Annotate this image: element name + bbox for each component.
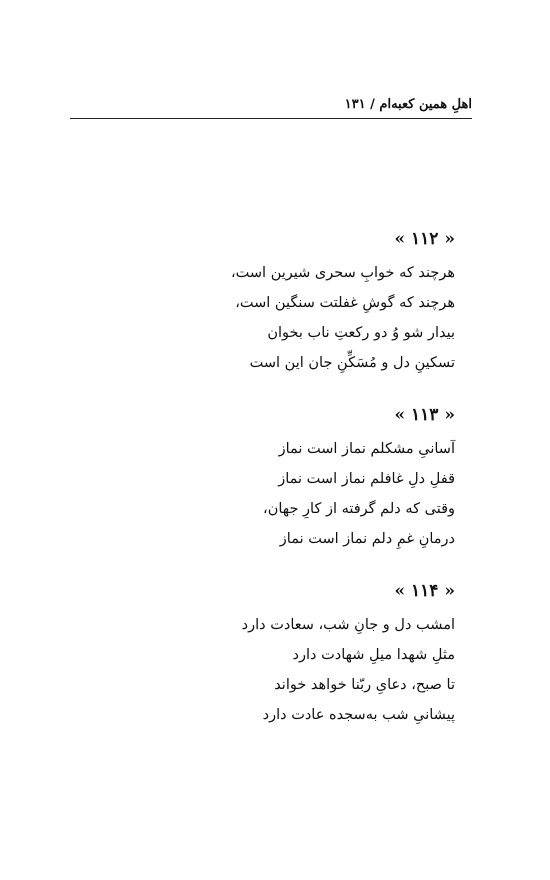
poem-line: آسانیِ مشکلم نماز است نماز — [278, 441, 455, 457]
poem-114 — [125, 578, 455, 730]
poem-112 — [125, 226, 455, 378]
poem-number: « ۱۱۳ » — [394, 405, 455, 425]
poem-line: هرچند که خوابِ سحری شیرین است، — [230, 265, 455, 281]
poem-line: بیدار شو وُ دو رکعتِ ناب بخوان — [267, 325, 455, 341]
running-header: اهلِ همین کعبه‌ام / ۱۳۱ — [70, 92, 472, 119]
poem-line: امشب دل و جانِ شب، سعادت دارد — [241, 617, 455, 633]
poem-line: مثلِ شهدا میلِ شهادت دارد — [292, 647, 455, 663]
poem-line: درمانِ غمِ دلم نماز است نماز — [279, 531, 455, 547]
poem-number: « ۱۱۲ » — [394, 229, 455, 249]
poem-line: تسکینِ دل و مُسَکِّنِ جان این است — [249, 355, 455, 371]
poem-line: قفلِ دلِ غافلم نماز است نماز — [278, 471, 455, 487]
poem-line: تا صبح، دعایِ ربّنا خواهد خواند — [274, 677, 455, 693]
poem-line: وقتی که دلم گرفته از کارِ جهان، — [263, 501, 455, 517]
poem-line: هرچند که گوشِ غفلتت سنگین است، — [235, 295, 455, 311]
poem-number: « ۱۱۴ » — [394, 581, 455, 601]
poem-line: پیشانیِ شب به‌سجده عادت دارد — [262, 707, 455, 723]
poem-113 — [125, 402, 455, 554]
